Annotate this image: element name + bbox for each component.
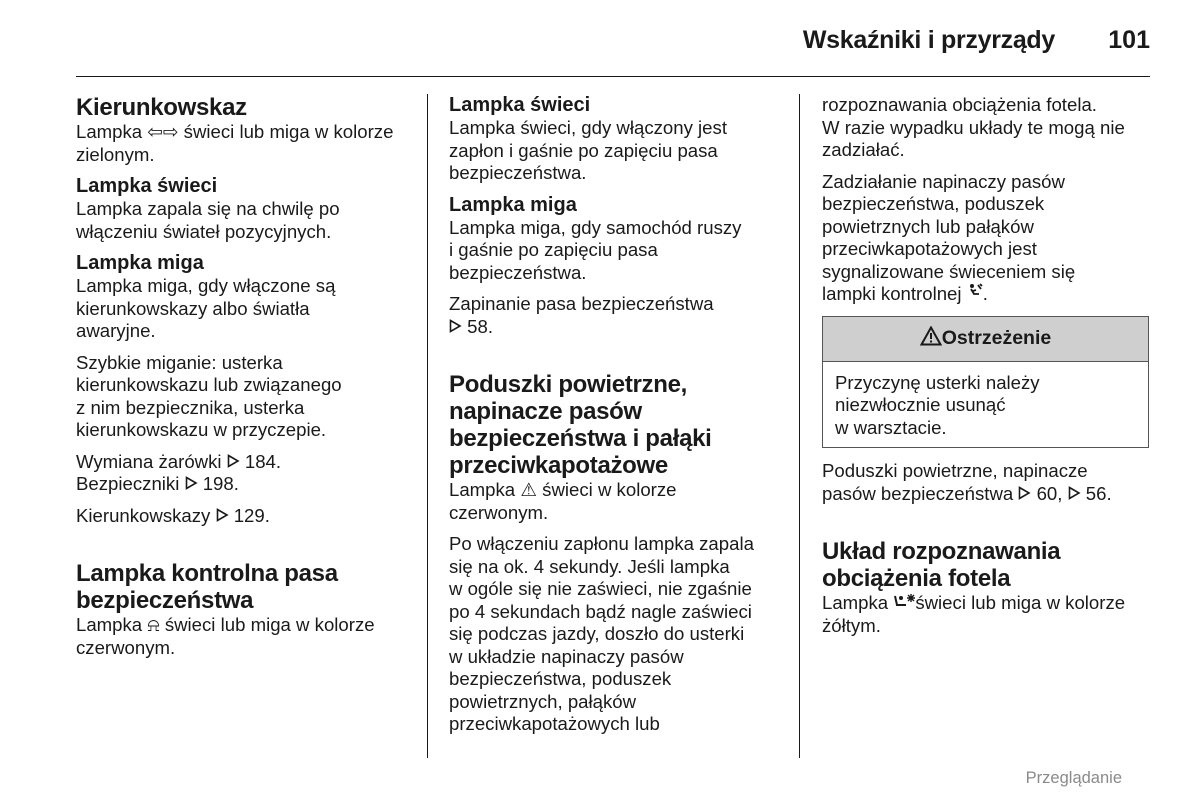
- paragraph-szybkie-miganie: Szybkie miganie: usterka kierunkowskazu lub związanego z nim bezpiecznika, usterka kierunkowskazu w przyczepie.: [76, 351, 342, 440]
- paragraph-lampka-swieci-2: Lampka świeci, gdy włączony jest zapłon i gaśnie po zapięciu pasa bezpieczeństwa.: [449, 117, 727, 183]
- warning-text: Przyczynę usterki należy niezwłocznie usunąć w warsztacie.: [835, 371, 1040, 438]
- warning-box: [822, 316, 1149, 449]
- heading-lampka-swieci-2: Lampka świeci: [449, 94, 591, 116]
- warning-triangle-icon: [920, 326, 942, 352]
- page-reference-link[interactable]: 56.: [1085, 482, 1112, 504]
- airbag-warning-icon: [967, 283, 983, 304]
- paragraph-lampka-miga: Lampka miga, gdy włączone są kierunkowskazy albo światła awaryjne.: [76, 275, 336, 341]
- column-3: [822, 94, 1152, 646]
- warning-header: [823, 317, 1148, 362]
- column-divider-2: [799, 94, 800, 758]
- passenger-seat-icon: [893, 592, 915, 613]
- paragraph-kierunkowskaz: Lampka ⇦⇨ świeci lub miga w kolorze zielonym.: [76, 121, 394, 165]
- page-reference-link[interactable]: 60,: [1036, 482, 1063, 504]
- chapter-title: Wskaźniki i przyrządy: [802, 26, 1055, 54]
- page-reference-link[interactable]: 58.: [467, 315, 494, 337]
- heading-poduszki: Poduszki powietrzne, napinacze pasów bezpieczeństwa i pałąki przeciwkapotażowe: [449, 371, 712, 479]
- page-reference-icon: [1068, 483, 1081, 504]
- paragraph-zapinanie: Zapinanie pasa bezpieczeństwa 58.: [449, 293, 714, 337]
- column-1: [76, 94, 411, 668]
- paragraph-lampka-kontrolna: Lampka ⍾ świeci lub miga w kolorze czerwonym.: [76, 614, 375, 658]
- footer-watermark: Przeglądanie: [1025, 769, 1122, 787]
- warning-title: Ostrzeżenie: [941, 327, 1052, 350]
- page-reference-link[interactable]: 129.: [233, 504, 270, 526]
- paragraph-continuation: rozpoznawania obciążenia fotela. W razie wypadku układy te mogą nie zadziałać.: [822, 94, 1125, 160]
- airbag-icon: ⚠: [520, 479, 537, 500]
- paragraph-poduszki-lampka: Lampka ⚠ świeci w kolorze czerwonym.: [449, 479, 677, 523]
- paragraph-kierunkowskazy-ref: Kierunkowskazy 129.: [76, 504, 270, 526]
- paragraph-lampka-miga-2: Lampka miga, gdy samochód ruszy i gaśnie po zapięciu pasa bezpieczeństwa.: [449, 216, 742, 283]
- page-header: [76, 22, 1150, 77]
- paragraph-po-wlaczeniu: Po włączeniu zapłonu lampka zapala się na ok. 4 sekundy. Jeśli lampka w ogóle się nie zaświeci, nie zgaśnie po 4 sekundach bądź nagle zaświeci się podczas jazdy, doszło do usterki w układzie napinaczy pasów bezpieczeństwa, poduszek powietrznych, pałąków przeciwkapotażowych lub: [449, 533, 754, 734]
- page-reference-icon: [1018, 483, 1031, 504]
- arrows-icon: ⇦⇨: [147, 121, 179, 142]
- paragraph-poduszki-ref: Poduszki powietrzne, napinacze pasów bezpieczeństwa 60, 56.: [822, 460, 1112, 504]
- paragraph-references: Wymiana żarówki 184. Bezpieczniki 198.: [76, 450, 282, 494]
- heading-lampka-miga: Lampka miga: [76, 252, 204, 274]
- paragraph-lampka-swieci: Lampka zapala się na chwilę po włączeniu świateł pozycyjnych.: [76, 198, 340, 242]
- page-reference-link[interactable]: 184.: [244, 450, 282, 472]
- heading-lampka-miga-2: Lampka miga: [449, 193, 577, 216]
- heading-uklad: Układ rozpoznawania obciążenia fotela: [822, 538, 1061, 592]
- page-reference-link[interactable]: 198.: [202, 473, 239, 494]
- page-reference-icon: [227, 451, 240, 472]
- heading-lampka-swieci: Lampka świeci: [76, 175, 218, 197]
- heading-kierunkowskaz: Kierunkowskaz: [76, 94, 247, 121]
- heading-lampka-kontrolna: Lampka kontrolna pasa bezpieczeństwa: [76, 560, 338, 614]
- page-number: 101: [1108, 26, 1150, 54]
- column-divider-1: [427, 94, 428, 758]
- column-2: [449, 94, 779, 745]
- paragraph-uklad: Lampka świeci lub miga w kolorze żółtym.: [822, 592, 1126, 636]
- page-reference-icon: [185, 473, 198, 494]
- page-reference-icon: [216, 505, 229, 526]
- seatbelt-icon: ⍾: [147, 614, 160, 635]
- page-reference-icon: [449, 316, 462, 337]
- paragraph-zadzialanie: Zadziałanie napinaczy pasów bezpieczeństwa, poduszek powietrznych lub pałąków przeciwkapotażowych jest sygnalizowane świeceniem się lampki kontrolnej .: [822, 170, 1076, 304]
